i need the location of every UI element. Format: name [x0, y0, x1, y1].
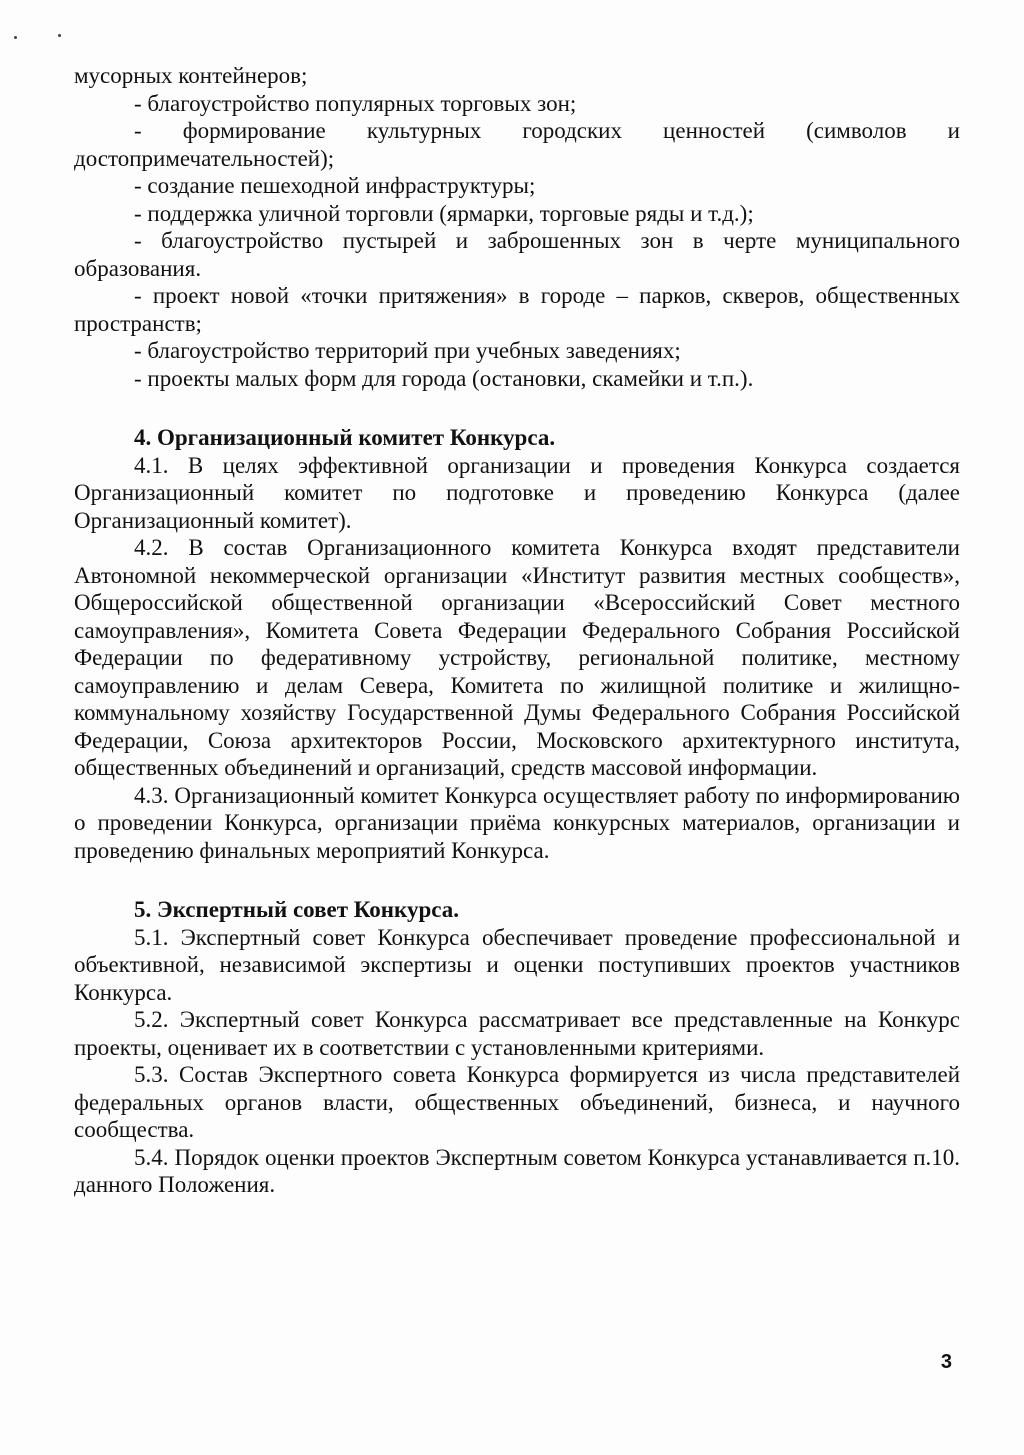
paragraph-5-4: 5.4. Порядок оценки проектов Экспертным советом Конкурса устанавливается п.10. данного Положения. — [74, 1144, 960, 1197]
paragraph-5-2: 5.2. Экспертный совет Конкурса рассматривает все представленные на Конкурс проекты, оценивает их в соответствии с установленными критериями. — [74, 1007, 960, 1060]
section-4-heading: 4. Организационный комитет Конкурса. — [134, 425, 556, 450]
section-gap — [74, 864, 960, 896]
list-item: - проекты малых форм для города (остановки, скамейки и т.п.). — [134, 365, 754, 391]
scan-speck — [14, 36, 17, 39]
paragraph-5-3: 5.3. Состав Экспертного совета Конкурса формируется из числа представителей федеральных органов власти, общественных объединений, бизнеса, и научного сообщества. — [74, 1062, 960, 1142]
page-number: 3 — [940, 1351, 952, 1373]
scan-speck — [58, 34, 61, 37]
paragraph-5-1: 5.1. Экспертный совет Конкурса обеспечивает проведение профессиональной и объективной, независимой экспертизы и оценки поступивших проектов участников Конкурса. — [74, 924, 960, 1005]
list-item: - поддержка уличной торговли (ярмарки, торговые ряды и т.д.); — [134, 200, 754, 226]
section-gap — [74, 392, 960, 424]
paragraph-4-1: 4.1. В целях эффективной организации и проведения Конкурса создается Организационный комитет по подготовке и проведению Конкурса (далее Организационный комитет). — [74, 452, 960, 533]
list-continuation: мусорных контейнеров; — [74, 63, 308, 88]
list-item: - благоустройство пустырей и заброшенных зон в черте муниципального образования. — [74, 228, 960, 281]
section-5-heading: 5. Экспертный совет Конкурса. — [134, 897, 459, 922]
list-item: - благоустройство территорий при учебных заведениях; — [134, 338, 681, 363]
list-item: - благоустройство популярных торговых зон; — [134, 90, 577, 116]
paragraph-4-3: 4.3. Организационный комитет Конкурса осуществляет работу по информированию о проведении Конкурса, организации приёма конкурсных материалов, организации и проведению финальных мероприятий Конкурса. — [74, 782, 960, 863]
list-item: - формирование культурных городских ценностей (символов и достопримечательностей); — [74, 118, 960, 171]
paragraph-4-2: 4.2. В состав Организационного комитета Конкурса входят представители Автономной некоммерческой организации «Институт развития местных сообществ», Общероссийской общественной организации «Всероссийский Совет местного самоуправления», Комитета Совета Федерации Федерального Собрания Российской Федерации по федеративному устройству, региональной политике, местному самоуправлению и делам Севера, Комитета по жилищной политике и жилищно-коммунальному хозяйству Государственной Думы Федерального Собрания Российской Федерации, Союза архитекторов России, Московского архитектурного института, общественных объединений и организаций, средств массовой информации. — [74, 535, 960, 780]
document-body — [74, 62, 960, 1199]
list-item: - проект новой «точки притяжения» в городе – парков, скверов, общественных пространств; — [74, 283, 960, 336]
list-item: - создание пешеходной инфраструктуры; — [134, 173, 536, 198]
